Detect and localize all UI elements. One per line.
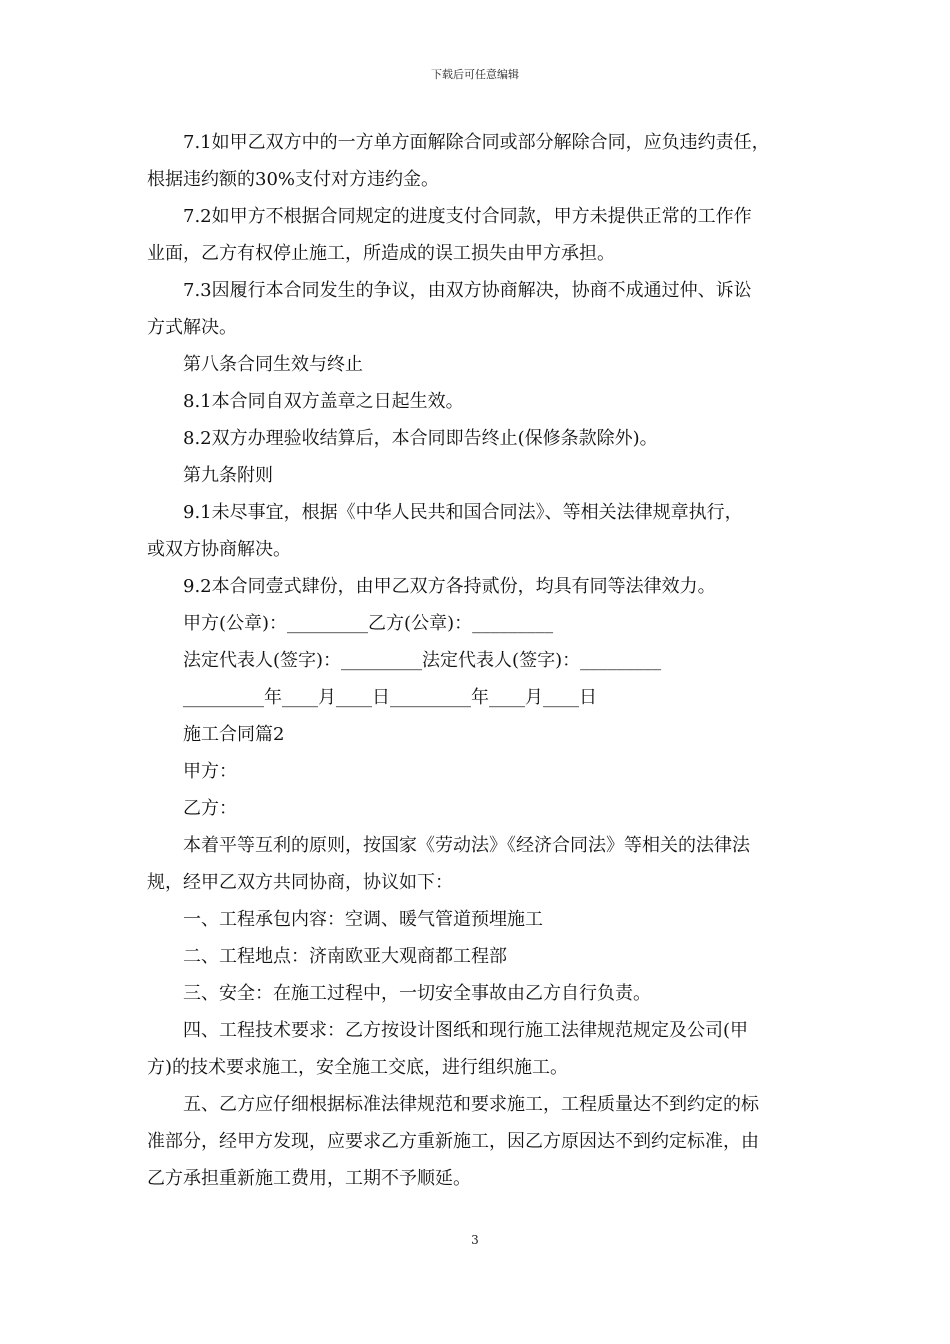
text-line: 9.2本合同壹式肆份，由甲乙双方各持贰份，均具有同等法律效力。 [183,576,716,597]
text-line: 7.2如甲方不根据合同规定的进度支付合同款，甲方未提供正常的工作作 [183,206,752,227]
text-line: 根据违约额的30%支付对方违约金。 [147,169,440,190]
text-line: 9.1未尽事宜，根据《中华人民共和国合同法》、等相关法律规章执行， [183,502,743,523]
text-line: 方式解决。 [147,317,237,338]
text-line: 方)的技术要求施工，安全施工交底，进行组织施工。 [147,1057,569,1078]
signature-date-line: _________年____月____日_________年____月____日 [183,687,597,708]
text-line: 或双方协商解决。 [147,539,291,560]
text-line: 本着平等互利的原则，按国家《劳动法》《经济合同法》等相关的法律法 [183,835,750,856]
text-line: 7.3因履行本合同发生的争议，由双方协商解决，协商不成通过仲、诉讼 [183,280,752,301]
text-line: 准部分，经甲方发现，应要求乙方重新施工，因乙方原因达不到约定标准，由 [147,1131,759,1152]
text-line: 乙方承担重新施工费用，工期不予顺延。 [147,1168,471,1189]
page-number: 3 [471,1233,479,1247]
text-line: 8.2双方办理验收结算后，本合同即告终止(保修条款除外)。 [183,428,658,449]
page-header-note: 下载后可任意编辑 [431,68,519,81]
paragraph [147,124,817,198]
text-line: 五、乙方应仔细根据标准法律规范和要求施工，工程质量达不到约定的标 [183,1094,759,1115]
text-line: 业面，乙方有权停止施工，所造成的误工损失由甲方承担。 [147,243,615,264]
paragraph [147,494,817,568]
paragraph [147,198,817,272]
paragraph [147,1012,817,1086]
document-subtitle: 施工合同篇2 [183,724,285,745]
party-a-label: 甲方： [183,761,237,782]
signature-party-line: 甲方(公章)：_________乙方(公章)：_________ [183,613,554,634]
paragraph [147,1086,817,1197]
text-line: 8.1本合同自双方盖章之日起生效。 [183,391,464,412]
text-line: 三、安全：在施工过程中，一切安全事故由乙方自行负责。 [183,983,651,1004]
signature-representative-line: 法定代表人(签字)：_________法定代表人(签字)：_________ [183,650,662,671]
text-line: 一、工程承包内容：空调、暖气管道预埋施工 [183,909,543,930]
text-line: 规，经甲乙双方共同协商，协议如下： [147,872,453,893]
party-b-label: 乙方： [183,798,237,819]
text-line: 四、工程技术要求：乙方按设计图纸和现行施工法律规范规定及公司(甲 [183,1020,749,1041]
document-body [147,124,817,1197]
paragraph [147,272,817,346]
section-heading: 第八条合同生效与终止 [183,354,363,375]
section-heading: 第九条附则 [183,465,273,486]
text-line: 7.1如甲乙双方中的一方单方面解除合同或部分解除合同，应负违约责任， [183,132,770,153]
text-line: 二、工程地点：济南欧亚大观商都工程部 [183,946,507,967]
paragraph [147,827,817,901]
